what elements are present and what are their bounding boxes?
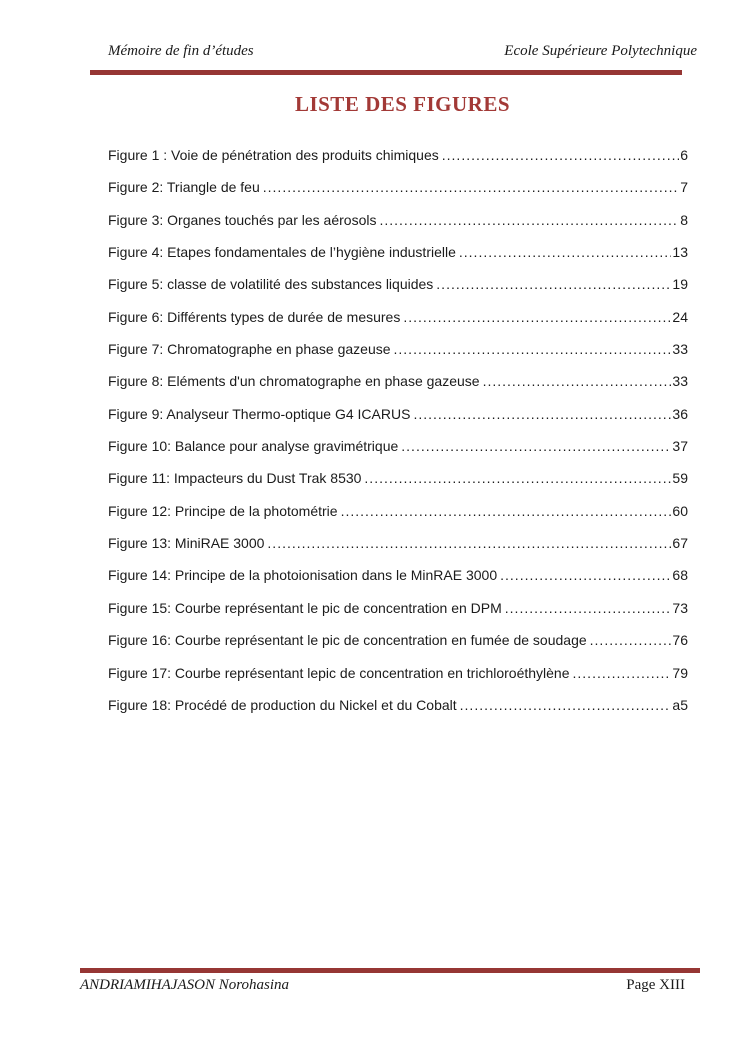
figure-list (108, 139, 688, 721)
dot-leader (341, 495, 672, 527)
header-institution: Ecole Supérieure Polytechnique (504, 43, 697, 59)
dot-leader (364, 462, 671, 494)
figure-entry (108, 495, 688, 527)
dot-leader (436, 268, 671, 300)
figure-page-number: 19 (672, 276, 688, 293)
figure-page-number: a5 (672, 696, 688, 713)
figure-page-number: 6 (680, 147, 688, 163)
figure-page-number: 68 (672, 567, 688, 584)
dot-leader (500, 559, 671, 591)
figure-label: Figure 4: Etapes fondamentales de l’hygiène industrielle (108, 244, 456, 261)
figure-label: Figure 11: Impacteurs du Dust Trak 8530 (108, 470, 362, 487)
figure-label: Figure 7: Chromatographe en phase gazeuse (108, 341, 391, 358)
header-document-title: Mémoire de fin d’études (108, 43, 254, 59)
figure-page-number: 76 (672, 632, 688, 649)
figure-page-number: 7 (680, 179, 688, 196)
dot-leader (263, 171, 679, 203)
footer-rule (80, 968, 700, 973)
footer-author: ANDRIAMIHAJASON Norohasina (80, 977, 290, 993)
dot-leader (267, 527, 671, 559)
figure-entry (108, 171, 688, 203)
dot-leader (442, 139, 679, 171)
figure-entry (108, 657, 688, 689)
dot-leader (573, 657, 672, 689)
figure-page-number: 8 (680, 211, 688, 228)
figure-page-number: 33 (672, 341, 688, 358)
figure-entry (108, 559, 688, 591)
header-rule (90, 70, 682, 75)
figure-page-number: 60 (672, 502, 688, 519)
dot-leader (460, 689, 672, 721)
figure-entry (108, 689, 688, 721)
figure-label: Figure 15: Courbe représentant le pic de concentration en DPM (108, 599, 502, 616)
dot-leader (413, 398, 671, 430)
dot-leader (483, 365, 672, 397)
figure-entry (108, 333, 688, 365)
figure-page-number: 13 (672, 244, 688, 261)
figure-label: Figure 10: Balance pour analyse gravimétrique (108, 438, 399, 455)
dot-leader (590, 624, 672, 656)
figure-entry (108, 236, 688, 268)
figure-entry (108, 301, 688, 333)
dot-leader (459, 236, 672, 268)
figure-page-number: 79 (672, 664, 688, 681)
figure-label: Figure 8: Eléments d'un chromatographe en phase gazeuse (108, 373, 480, 390)
figure-label: Figure 5: classe de volatilité des substances liquides (108, 276, 434, 293)
figure-label: Figure 12: Principe de la photométrie (108, 502, 338, 519)
dot-leader (403, 301, 671, 333)
figure-entry (108, 527, 688, 559)
figure-label: Figure 6: Différents types de durée de mesures (108, 308, 401, 325)
figure-entry (108, 430, 688, 462)
figure-page-number: 59 (672, 470, 688, 487)
figure-entry (108, 624, 688, 656)
figure-entry (108, 592, 688, 624)
figure-page-number: 73 (672, 599, 688, 616)
footer-page-number: Page XIII (626, 977, 685, 993)
figure-label: Figure 2: Triangle de feu (108, 179, 260, 196)
figure-page-number: 24 (672, 308, 688, 325)
figure-entry (108, 268, 688, 300)
figure-page-number: 36 (672, 405, 688, 422)
figure-entry (108, 462, 688, 494)
figure-label: Figure 14: Principe de la photoionisation dans le MinRAE 3000 (108, 567, 498, 584)
figure-label: Figure 9: Analyseur Thermo-optique G4 ICARUS (108, 405, 411, 422)
dot-leader (379, 204, 679, 236)
page-title: LISTE DES FIGURES (294, 92, 511, 116)
figure-entry (108, 398, 688, 430)
figure-page-number: 37 (672, 438, 688, 455)
figure-label: Figure 13: MiniRAE 3000 (108, 535, 265, 552)
dot-leader (401, 430, 671, 462)
figure-label: Figure 1 : Voie de pénétration des produits chimiques (108, 147, 439, 163)
dot-leader (505, 592, 672, 624)
figure-page-number: 67 (672, 535, 688, 552)
figure-label: Figure 16: Courbe représentant le pic de concentration en fumée de soudage (108, 632, 587, 649)
figure-entry (108, 365, 688, 397)
figure-label: Figure 18: Procédé de production du Nickel et du Cobalt (108, 696, 457, 713)
figure-label: Figure 17: Courbe représentant lepic de concentration en trichloroéthylène (108, 664, 570, 681)
figure-entry (108, 204, 688, 236)
figure-page-number: 33 (672, 373, 688, 390)
figure-entry (108, 139, 688, 171)
figure-label: Figure 3: Organes touchés par les aérosols (108, 211, 377, 228)
dot-leader (394, 333, 672, 365)
